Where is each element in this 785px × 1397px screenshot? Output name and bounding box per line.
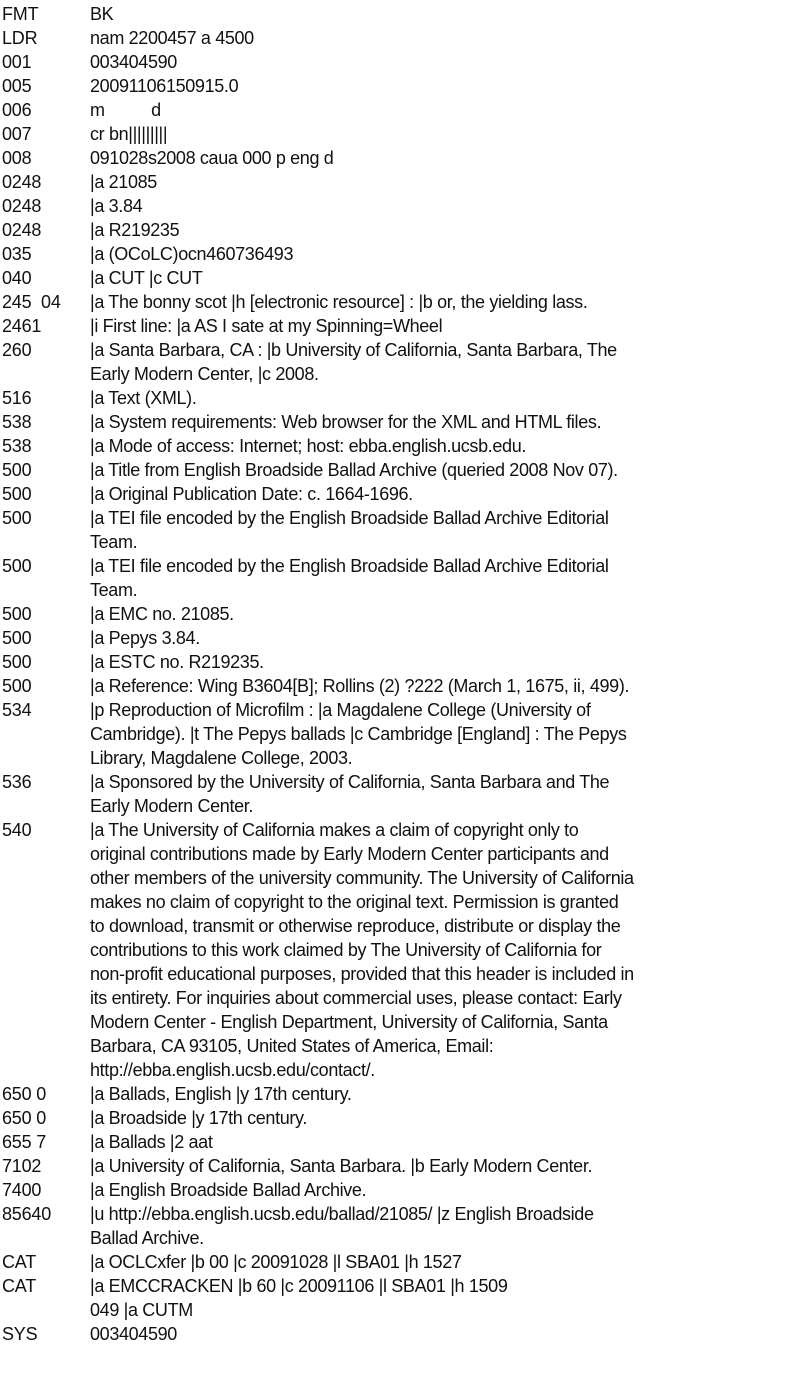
field-tag: 260 bbox=[2, 340, 32, 360]
field-value bbox=[90, 1130, 780, 1154]
field-tag: 534 bbox=[2, 700, 32, 720]
field-tag: 7102 bbox=[2, 1156, 42, 1176]
field-value-line: 091028s2008 caua 000 p eng d bbox=[90, 148, 334, 168]
field-value-line: |a The University of California makes a claim of copyright only to bbox=[90, 820, 579, 840]
field-value-line: Library, Magdalene College, 2003. bbox=[90, 748, 353, 768]
field-value-line: non-profit educational purposes, provided that this header is included in bbox=[90, 964, 634, 984]
marc-field-row bbox=[0, 1202, 785, 1250]
field-tag: 500 bbox=[2, 628, 32, 648]
marc-field-row bbox=[0, 1154, 785, 1178]
field-value-line: |a R219235 bbox=[90, 220, 180, 240]
field-tag: 650 0 bbox=[2, 1108, 47, 1128]
field-tag: CAT bbox=[2, 1276, 37, 1296]
field-value bbox=[90, 98, 780, 122]
field-value-line: Cambridge). |t The Pepys ballads |c Cambridge [England] : The Pepys bbox=[90, 724, 627, 744]
field-value bbox=[90, 818, 780, 1082]
field-value-line: Ballad Archive. bbox=[90, 1228, 204, 1248]
marc-field-row bbox=[0, 554, 785, 602]
field-value-line: |a TEI file encoded by the English Broadside Ballad Archive Editorial bbox=[90, 508, 609, 528]
marc-field-row bbox=[0, 50, 785, 74]
marc-field-row bbox=[0, 482, 785, 506]
field-value-line: cr bn||||||||| bbox=[90, 124, 168, 144]
marc-field-row bbox=[0, 458, 785, 482]
field-value-line: Team. bbox=[90, 580, 138, 600]
field-value-line: 003404590 bbox=[90, 52, 177, 72]
field-value-line: BK bbox=[90, 4, 114, 24]
field-value bbox=[90, 2, 780, 26]
marc-field-row bbox=[0, 1250, 785, 1274]
field-tag: FMT bbox=[2, 4, 39, 24]
field-value-line: 20091106150915.0 bbox=[90, 76, 239, 96]
field-value bbox=[90, 290, 780, 314]
marc-field-row bbox=[0, 506, 785, 554]
marc-field-row bbox=[0, 1178, 785, 1202]
field-value bbox=[90, 458, 780, 482]
field-tag: 500 bbox=[2, 460, 32, 480]
field-value-line: original contributions made by Early Modern Center participants and bbox=[90, 844, 609, 864]
marc-field-row bbox=[0, 314, 785, 338]
marc-field-row bbox=[0, 674, 785, 698]
marc-field-row bbox=[0, 818, 785, 1082]
field-value-line: |a Broadside |y 17th century. bbox=[90, 1108, 307, 1128]
field-value bbox=[90, 1106, 780, 1130]
field-value-line: |a CUT |c CUT bbox=[90, 268, 203, 288]
field-value-line: |a EMC no. 21085. bbox=[90, 604, 234, 624]
field-value-line: contributions to this work claimed by The University of California for bbox=[90, 940, 602, 960]
field-value-line: 003404590 bbox=[90, 1324, 177, 1344]
marc-field-row bbox=[0, 98, 785, 122]
field-value bbox=[90, 698, 780, 770]
field-value-line: to download, transmit or otherwise reproduce, distribute or display the bbox=[90, 916, 621, 936]
field-value bbox=[90, 482, 780, 506]
field-value bbox=[90, 1202, 780, 1250]
field-tag: CAT bbox=[2, 1252, 37, 1272]
field-tag: 85640 bbox=[2, 1204, 52, 1224]
field-value-line: |a EMCCRACKEN |b 60 |c 20091106 |l SBA01 |h 1509 bbox=[90, 1276, 508, 1296]
field-value-line: |a Santa Barbara, CA : |b University of California, Santa Barbara, The bbox=[90, 340, 617, 360]
field-value bbox=[90, 314, 780, 338]
field-tag: 005 bbox=[2, 76, 32, 96]
field-value-line: |a Pepys 3.84. bbox=[90, 628, 200, 648]
field-value-line: other members of the university community. The University of California bbox=[90, 868, 634, 888]
field-tag: 500 bbox=[2, 556, 32, 576]
field-value bbox=[90, 1082, 780, 1106]
field-value-line: Team. bbox=[90, 532, 138, 552]
marc-field-row bbox=[0, 698, 785, 770]
marc-field-row bbox=[0, 242, 785, 266]
field-value bbox=[90, 26, 780, 50]
field-tag: 500 bbox=[2, 508, 32, 528]
field-value-line: |a ESTC no. R219235. bbox=[90, 652, 264, 672]
field-value-line: its entirety. For inquiries about commercial uses, please contact: Early bbox=[90, 988, 622, 1008]
field-tag: 516 bbox=[2, 388, 32, 408]
field-value-line: nam 2200457 a 4500 bbox=[90, 28, 254, 48]
field-value-line: Early Modern Center. bbox=[90, 796, 254, 816]
field-value bbox=[90, 122, 780, 146]
field-value-line: |a System requirements: Web browser for the XML and HTML files. bbox=[90, 412, 602, 432]
field-value bbox=[90, 146, 780, 170]
field-tag: 500 bbox=[2, 484, 32, 504]
marc-field-row bbox=[0, 170, 785, 194]
marc-field-row bbox=[0, 194, 785, 218]
field-value bbox=[90, 242, 780, 266]
field-value bbox=[90, 506, 780, 554]
field-tag: 006 bbox=[2, 100, 32, 120]
field-tag: 2461 bbox=[2, 316, 42, 336]
field-value-line: |a Ballads |2 aat bbox=[90, 1132, 213, 1152]
field-tag: 007 bbox=[2, 124, 32, 144]
field-value-line: http://ebba.english.ucsb.edu/contact/. bbox=[90, 1060, 375, 1080]
field-value bbox=[90, 1154, 780, 1178]
field-tag: 0248 bbox=[2, 196, 42, 216]
field-tag: 7400 bbox=[2, 1180, 42, 1200]
field-tag: 001 bbox=[2, 52, 32, 72]
field-value bbox=[90, 602, 780, 626]
marc-field-row bbox=[0, 218, 785, 242]
field-value bbox=[90, 554, 780, 602]
field-tag: 500 bbox=[2, 604, 32, 624]
marc-field-row bbox=[0, 1130, 785, 1154]
field-tag: LDR bbox=[2, 28, 38, 48]
field-value-line: |a The bonny scot |h [electronic resource] : |b or, the yielding lass. bbox=[90, 292, 588, 312]
field-value bbox=[90, 434, 780, 458]
field-tag: 245 04 bbox=[2, 292, 61, 312]
marc-field-row bbox=[0, 2, 785, 26]
marc-field-row bbox=[0, 770, 785, 818]
field-value-line: |a Text (XML). bbox=[90, 388, 197, 408]
field-value-line: |a OCLCxfer |b 00 |c 20091028 |l SBA01 |h 1527 bbox=[90, 1252, 462, 1272]
field-value-line: |a TEI file encoded by the English Broadside Ballad Archive Editorial bbox=[90, 556, 609, 576]
marc-field-row bbox=[0, 266, 785, 290]
field-value bbox=[90, 650, 780, 674]
field-value-line: |p Reproduction of Microfilm : |a Magdalene College (University of bbox=[90, 700, 591, 720]
field-tag: 538 bbox=[2, 412, 32, 432]
marc-field-row bbox=[0, 626, 785, 650]
field-value-line: |a Original Publication Date: c. 1664-1696. bbox=[90, 484, 413, 504]
field-value bbox=[90, 1274, 780, 1322]
marc-field-row bbox=[0, 386, 785, 410]
field-value-line: |a English Broadside Ballad Archive. bbox=[90, 1180, 367, 1200]
field-tag: 035 bbox=[2, 244, 32, 264]
field-value bbox=[90, 170, 780, 194]
field-value bbox=[90, 386, 780, 410]
field-value-line: |i First line: |a AS I sate at my Spinning=Wheel bbox=[90, 316, 443, 336]
field-value-line: 049 |a CUTM bbox=[90, 1300, 193, 1320]
field-tag: 040 bbox=[2, 268, 32, 288]
marc-field-row bbox=[0, 1082, 785, 1106]
field-value-line: |a (OCoLC)ocn460736493 bbox=[90, 244, 294, 264]
marc-field-row bbox=[0, 1106, 785, 1130]
field-value bbox=[90, 674, 780, 698]
field-value bbox=[90, 338, 780, 386]
field-value-line: Barbara, CA 93105, United States of America, Email: bbox=[90, 1036, 494, 1056]
marc-field-row bbox=[0, 338, 785, 386]
marc-field-row bbox=[0, 290, 785, 314]
field-value-line: |a 21085 bbox=[90, 172, 157, 192]
field-value-line: |a Sponsored by the University of California, Santa Barbara and The bbox=[90, 772, 610, 792]
field-value-line: |a University of California, Santa Barbara. |b Early Modern Center. bbox=[90, 1156, 593, 1176]
field-value-line: |a Mode of access: Internet; host: ebba.english.ucsb.edu. bbox=[90, 436, 527, 456]
field-value bbox=[90, 74, 780, 98]
field-tag: 650 0 bbox=[2, 1084, 47, 1104]
field-value bbox=[90, 626, 780, 650]
marc-field-row bbox=[0, 122, 785, 146]
field-value-line: |a Reference: Wing B3604[B]; Rollins (2) ?222 (March 1, 1675, ii, 499). bbox=[90, 676, 630, 696]
marc-field-row bbox=[0, 602, 785, 626]
field-value bbox=[90, 266, 780, 290]
field-tag: 540 bbox=[2, 820, 32, 840]
marc-field-row bbox=[0, 1274, 785, 1322]
field-value-line: Modern Center - English Department, University of California, Santa bbox=[90, 1012, 608, 1032]
field-value bbox=[90, 194, 780, 218]
field-value bbox=[90, 218, 780, 242]
marc-field-row bbox=[0, 434, 785, 458]
field-value-line: |a Ballads, English |y 17th century. bbox=[90, 1084, 352, 1104]
field-value-line: m d bbox=[90, 100, 161, 120]
field-value bbox=[90, 50, 780, 74]
field-tag: 0248 bbox=[2, 220, 42, 240]
marc-field-row bbox=[0, 74, 785, 98]
marc-field-row bbox=[0, 146, 785, 170]
field-value bbox=[90, 1250, 780, 1274]
field-value-line: Early Modern Center, |c 2008. bbox=[90, 364, 319, 384]
marc-field-row bbox=[0, 1322, 785, 1346]
marc-field-row bbox=[0, 26, 785, 50]
field-value-line: makes no claim of copyright to the original text. Permission is granted bbox=[90, 892, 619, 912]
field-value bbox=[90, 770, 780, 818]
field-tag: 538 bbox=[2, 436, 32, 456]
field-value bbox=[90, 410, 780, 434]
field-tag: 536 bbox=[2, 772, 32, 792]
field-tag: 0248 bbox=[2, 172, 42, 192]
field-tag: 500 bbox=[2, 652, 32, 672]
field-value bbox=[90, 1178, 780, 1202]
field-value-line: |u http://ebba.english.ucsb.edu/ballad/21085/ |z English Broadside bbox=[90, 1204, 594, 1224]
marc-field-row bbox=[0, 650, 785, 674]
field-value-line: |a Title from English Broadside Ballad Archive (queried 2008 Nov 07). bbox=[90, 460, 618, 480]
field-tag: 655 7 bbox=[2, 1132, 47, 1152]
field-value bbox=[90, 1322, 780, 1346]
field-value-line: |a 3.84 bbox=[90, 196, 143, 216]
field-tag: 008 bbox=[2, 148, 32, 168]
marc-field-row bbox=[0, 410, 785, 434]
field-tag: SYS bbox=[2, 1324, 38, 1344]
field-tag: 500 bbox=[2, 676, 32, 696]
